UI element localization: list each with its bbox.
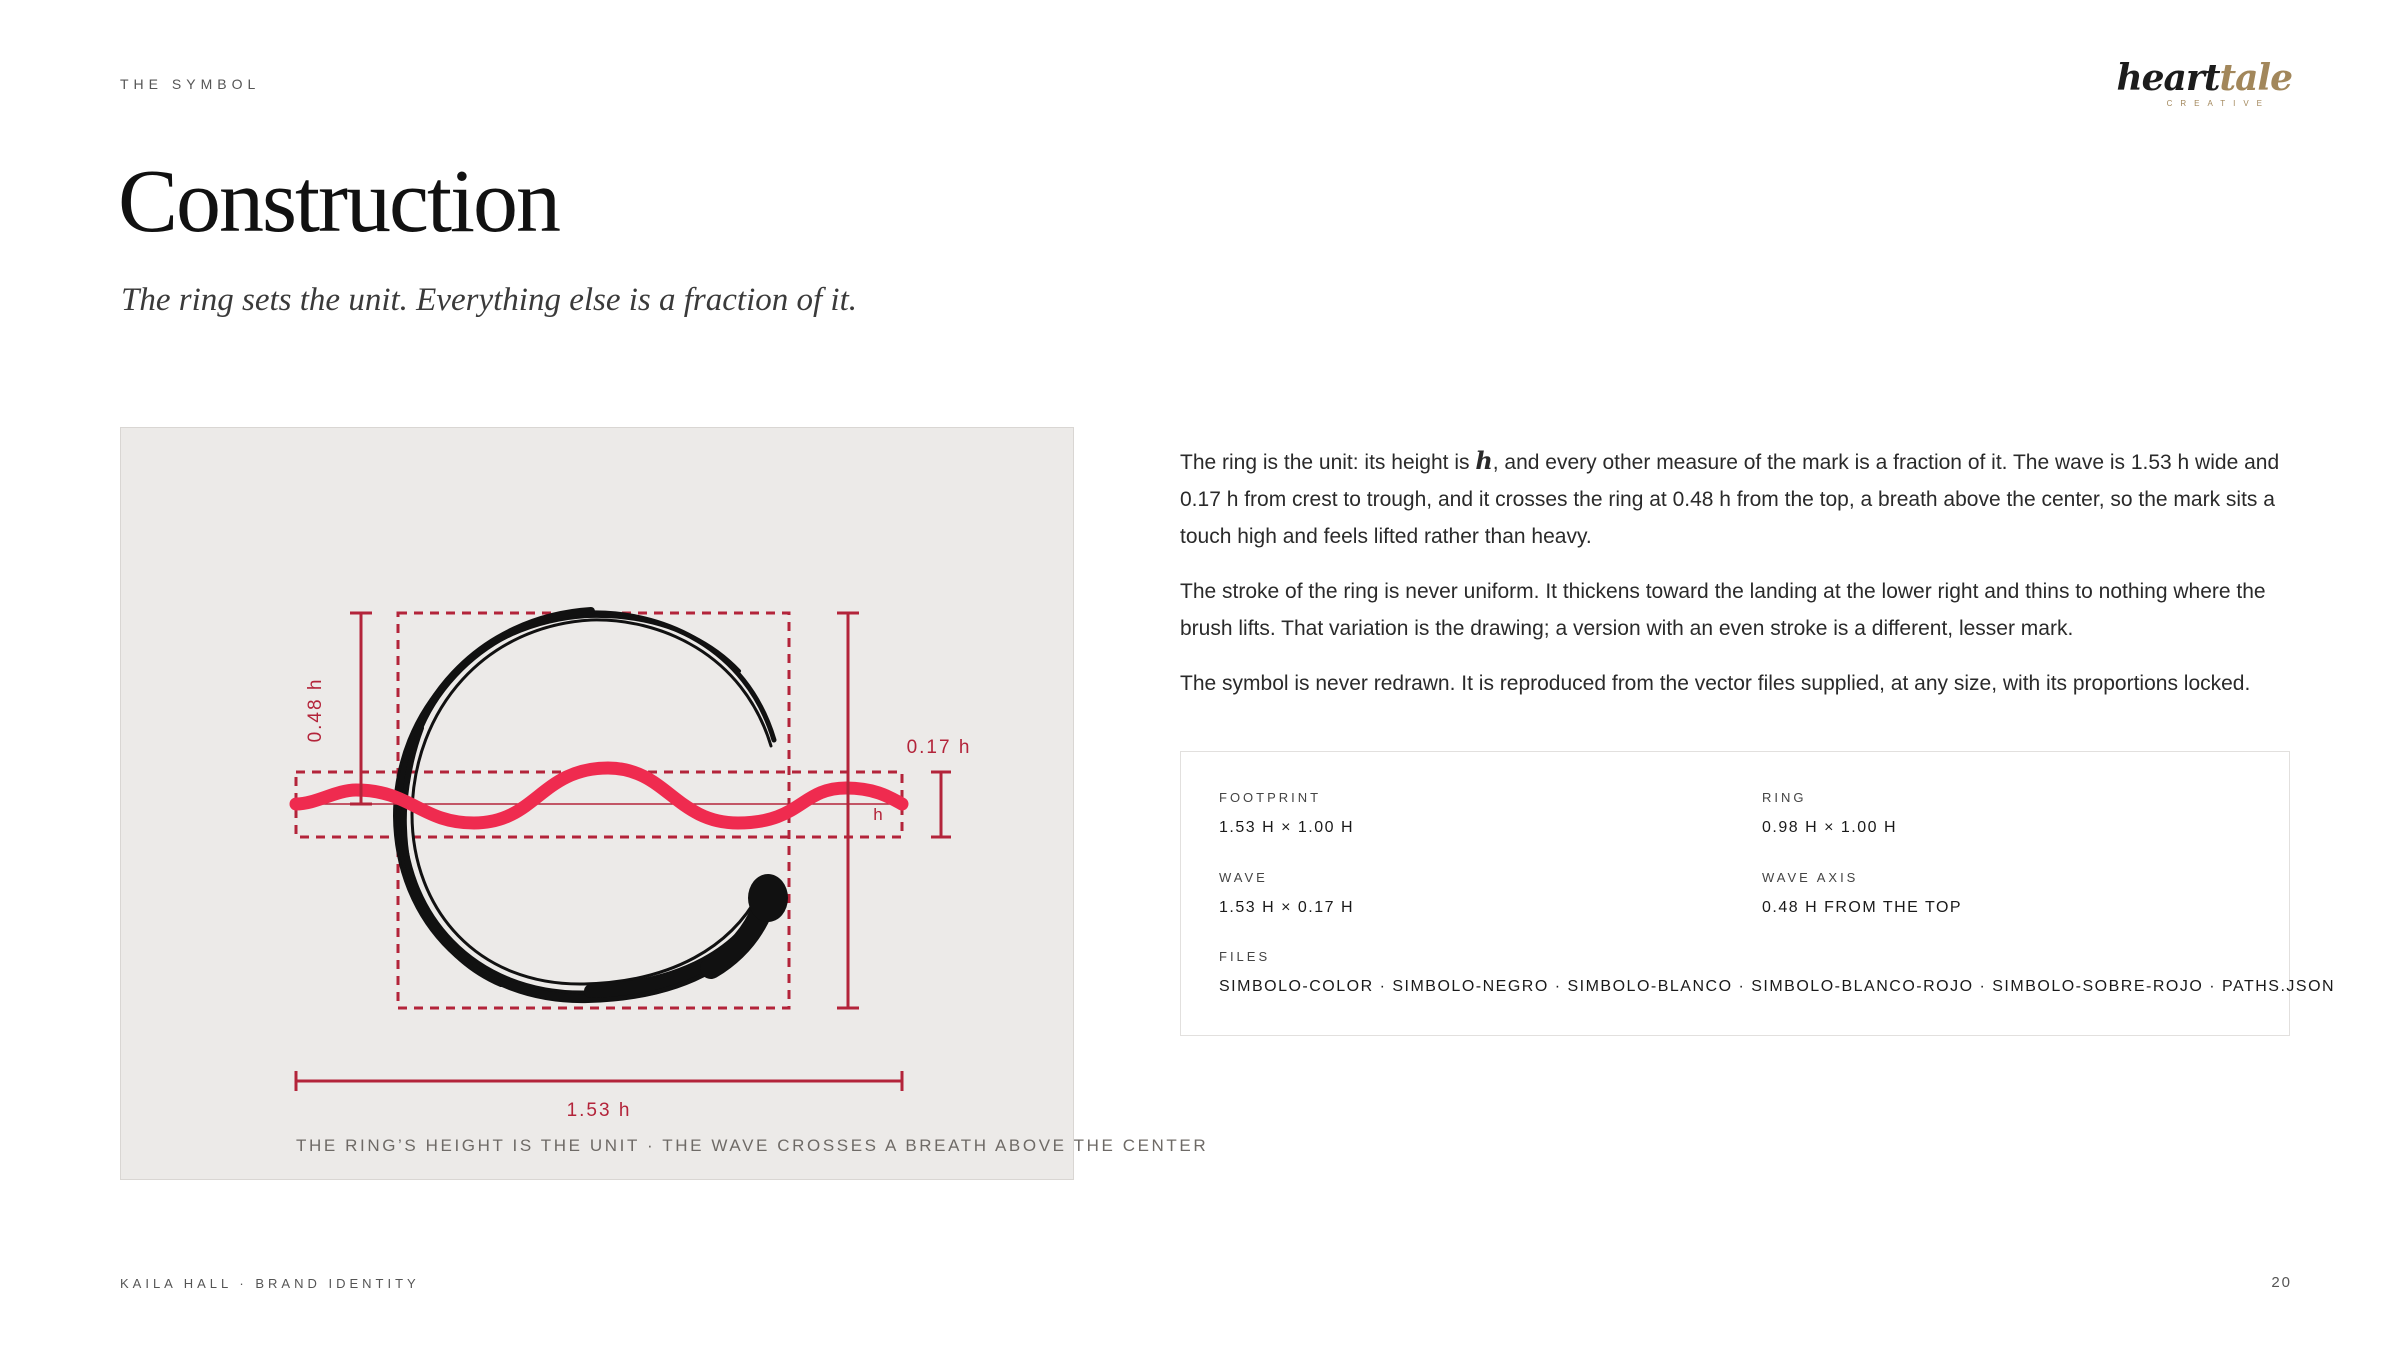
h-mark-label: h	[873, 805, 883, 824]
spec-wave-label: WAVE	[1219, 870, 1268, 885]
p1-start: The ring is the unit: its height is	[1180, 451, 1476, 474]
spec-files-label: FILES	[1219, 949, 1271, 964]
wave-axis-label: 0.48 h	[305, 677, 326, 743]
logo-word-accent: tale	[2219, 57, 2292, 99]
brush-ring-landing	[748, 874, 788, 922]
spec-wave-axis-value: 0.48 H FROM THE TOP	[1762, 899, 1963, 916]
construction-figure	[120, 427, 1209, 1180]
page-number: 20	[2271, 1274, 2292, 1291]
heartale-logo	[2116, 57, 2292, 108]
spec-wave-value: 1.53 H × 0.17 H	[1219, 899, 1355, 916]
logo-word-main: heart	[2116, 57, 2220, 99]
page-title: Construction	[118, 152, 559, 251]
spec-wave	[1219, 870, 1354, 917]
spec-files	[1219, 949, 2335, 996]
spec-card	[1180, 751, 2336, 1036]
wave-axis-measure	[350, 613, 372, 804]
wave-height-measure	[931, 772, 951, 837]
h-variable: h	[1475, 446, 1493, 475]
wave-stroke	[296, 768, 902, 823]
logo-wordmark	[2116, 57, 2292, 99]
body-paragraph-1	[1180, 442, 2290, 555]
wave-height-label: 0.17 h	[906, 737, 972, 758]
spec-footprint-value: 1.53 H × 1.00 H	[1219, 819, 1355, 836]
logo-subtitle: CREATIVE	[2166, 99, 2270, 108]
spec-ring-value: 0.98 H × 1.00 H	[1762, 819, 1898, 836]
height-measure	[837, 613, 859, 1008]
spec-wave-axis-label: WAVE AXIS	[1762, 870, 1859, 885]
brush-ring	[395, 611, 774, 1001]
spec-ring-label: RING	[1762, 790, 1807, 805]
spec-footprint-label: FOOTPRINT	[1219, 790, 1322, 805]
body-paragraph-2: The stroke of the ring is never uniform. It thickens toward the landing at the lower right and thins to nothing where the brush lifts. That variation is the drawing; a version with an even stroke is a different, lesser mark.	[1180, 580, 2266, 640]
body-text	[1180, 442, 2290, 720]
spec-wave-axis	[1762, 870, 1962, 917]
construction-diagram	[121, 428, 1209, 1181]
p1-end: , and every other measure of the mark is a fraction of it. The wave is 1.53 h wide and 0.17 h from crest to trough, and it crosses the ring at 0.48 h from the top, a breath above the center, so the mark sits a touch high and feels lifted rather than heavy.	[1180, 451, 2280, 548]
figure-caption: THE RING’S HEIGHT IS THE UNIT · THE WAVE CROSSES A BREATH ABOVE THE CENTER	[296, 1136, 1209, 1155]
spec-footprint	[1219, 790, 1354, 837]
spec-ring	[1762, 790, 1897, 837]
body-paragraph-3: The symbol is never redrawn. It is reproduced from the vector files supplied, at any size, with its proportions locked.	[1180, 672, 2251, 695]
spec-files-value: SIMBOLO-COLOR · SIMBOLO-NEGRO · SIMBOLO-BLANCO · SIMBOLO-BLANCO-ROJO · SIMBOLO-SOBRE-ROJO · PATHS.JSON	[1219, 978, 2336, 995]
footer-credit: KAILA HALL · BRAND IDENTITY	[120, 1276, 420, 1291]
section-eyebrow: THE SYMBOL	[120, 76, 261, 92]
page-subtitle: The ring sets the unit. Everything else is a fraction of it.	[121, 282, 858, 318]
width-label: 1.53 h	[566, 1100, 632, 1121]
width-measure	[296, 1071, 902, 1091]
